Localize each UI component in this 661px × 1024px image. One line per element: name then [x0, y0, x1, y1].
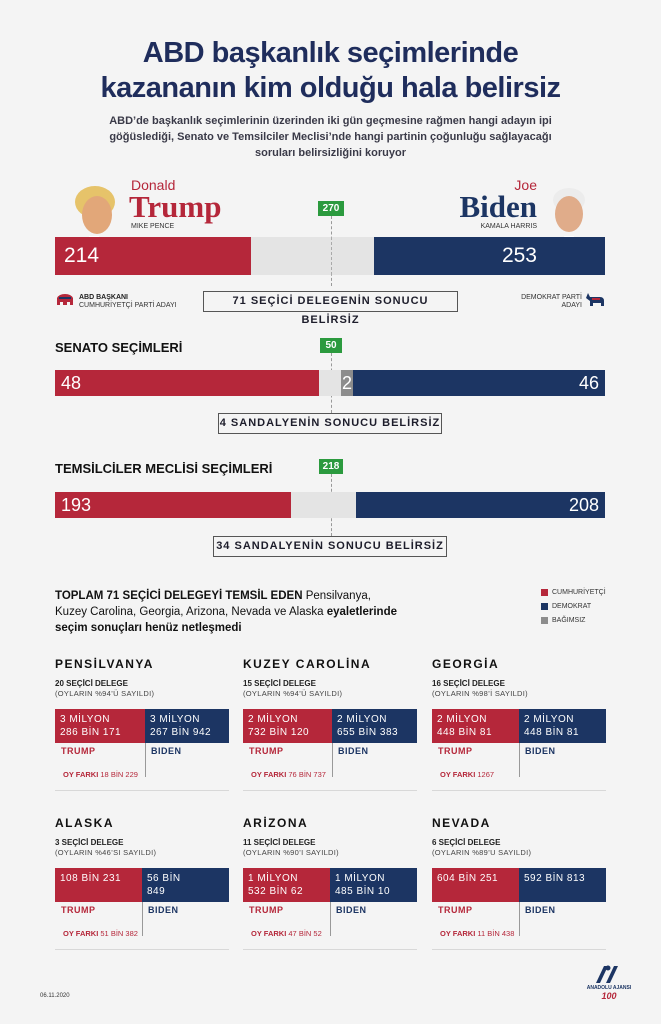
- legend-ind-label: BAĞIMSIZ: [552, 617, 586, 624]
- legend-ind-swatch: [541, 617, 548, 624]
- senate-threshold-badge: 50: [320, 338, 342, 353]
- state-biden-votes-line1: 2 MİLYON: [337, 714, 387, 725]
- state-delegates: 20 SEÇİCİ DELEGE: [55, 679, 128, 688]
- state-counted: (OYLARIN %98’İ SAYILDI): [432, 689, 528, 698]
- state-divider: [519, 743, 520, 777]
- presidential-threshold-badge: 270: [318, 201, 344, 216]
- state-trump-votes-line2: 448 BİN 81: [437, 727, 493, 738]
- state-trump-label: TRUMP: [438, 905, 473, 915]
- house-undecided-label: 34 SANDALYENİN SONUCU BELİRSİZ: [213, 536, 447, 557]
- state-name: KUZEY CAROLİNA: [243, 657, 372, 671]
- presidential-undecided-bar: [251, 237, 374, 275]
- state-separator: [432, 790, 606, 791]
- state-trump-votes: [55, 868, 142, 902]
- biden-votes-bar: 253: [374, 237, 605, 275]
- donkey-icon: [585, 292, 606, 307]
- state-delegates: 3 SEÇİCİ DELEGE: [55, 838, 124, 847]
- state-margin: [440, 770, 494, 779]
- state-margin-label: OY FARKI: [251, 770, 287, 779]
- state-delegates: 6 SEÇİCİ DELEGE: [432, 838, 501, 847]
- senate-ind-bar: 2: [341, 370, 353, 396]
- state-biden-votes-line1: 56 BİN: [147, 873, 181, 884]
- state-separator: [432, 949, 606, 950]
- legend-rep-label: CUMHURİYETÇİ: [552, 589, 606, 596]
- state-separator: [55, 949, 229, 950]
- state-margin-value: 18 BİN 229: [100, 770, 138, 779]
- state-margin: [440, 929, 514, 938]
- state-biden-label: BIDEN: [525, 746, 556, 756]
- trump-votes-bar: 214: [55, 237, 251, 275]
- summary-normal1: Pensilvanya,: [302, 590, 371, 602]
- state-trump-votes: [55, 709, 145, 743]
- house-heading: TEMSİLCİLER MECLİSİ SEÇİMLERİ: [55, 461, 273, 476]
- state-biden-votes-line1: 1 MİLYON: [335, 873, 385, 884]
- state-trump-votes-line1: 1 MİLYON: [248, 873, 298, 884]
- state-margin-value: 1267: [477, 770, 495, 779]
- house-rep-bar: 193: [55, 492, 291, 518]
- senate-dem-bar: 46: [353, 370, 605, 396]
- legend-rep-swatch: [541, 589, 548, 596]
- state-counted: (OYLARIN %94’Ü SAYILDI): [243, 689, 343, 698]
- presidential-bar-mid: [331, 237, 332, 275]
- subtitle-line2: göğüslediği, Senato ve Temsilciler Meclisi’nde hangi partinin çoğunluğu sağlayacağı: [109, 131, 552, 143]
- state-margin-value: 76 BİN 737: [288, 770, 326, 779]
- state-separator: [243, 949, 417, 950]
- state-biden-label: BIDEN: [336, 905, 367, 915]
- state-trump-label: TRUMP: [61, 905, 96, 915]
- state-divider: [142, 902, 143, 936]
- state-divider: [145, 743, 146, 777]
- senate-undecided-bar: [319, 370, 341, 396]
- state-name: PENSİLVANYA: [55, 657, 154, 671]
- state-margin-label: OY FARKI: [63, 929, 99, 938]
- state-trump-votes-line1: 3 MİLYON: [60, 714, 110, 725]
- page-title-line2: kazananın kim olduğu hala belirsiz: [100, 72, 561, 104]
- state-margin-value: 11 BİN 438: [477, 929, 515, 938]
- state-trump-votes: [243, 868, 330, 902]
- state-biden-votes-line1: 592 BİN 813: [524, 873, 586, 884]
- state-trump-votes: [243, 709, 332, 743]
- biden-first-name: Joe: [514, 177, 537, 193]
- state-biden-votes: [142, 868, 229, 902]
- state-margin: [251, 929, 322, 938]
- trump-vp: MIKE PENCE: [131, 223, 175, 230]
- state-trump-label: TRUMP: [249, 905, 284, 915]
- state-counted: (OYLARIN %94’Ü SAYILDI): [55, 689, 155, 698]
- state-margin-value: 51 BİN 382: [100, 929, 138, 938]
- state-biden-label: BIDEN: [148, 905, 179, 915]
- biden-party-line2: ADAYI: [561, 302, 582, 309]
- senate-heading: SENATO SEÇİMLERİ: [55, 340, 183, 355]
- summary-bold3: seçim sonuçları henüz netleşmedi: [55, 622, 242, 634]
- state-margin-label: OY FARKI: [63, 770, 99, 779]
- elephant-icon: [55, 293, 75, 307]
- state-divider: [519, 902, 520, 936]
- state-biden-votes: [330, 868, 417, 902]
- biden-last-name: Biden: [459, 189, 537, 224]
- presidential-undecided-label: 71 SEÇİCİ DELEGENİN SONUCU BELİRSİZ: [203, 291, 458, 312]
- state-margin: [63, 929, 138, 938]
- footer-anniv: 100: [601, 991, 617, 1001]
- state-delegates: 11 SEÇİCİ DELEGE: [243, 838, 316, 847]
- state-margin-label: OY FARKI: [251, 929, 287, 938]
- state-name: ARİZONA: [243, 816, 309, 830]
- state-divider: [332, 743, 333, 777]
- senate-undecided-label: 4 SANDALYENİN SONUCU BELİRSİZ: [218, 413, 442, 434]
- state-biden-votes: [332, 709, 417, 743]
- state-trump-label: TRUMP: [249, 746, 284, 756]
- state-biden-votes-line2: 448 BİN 81: [524, 727, 580, 738]
- state-trump-votes: [432, 709, 519, 743]
- state-biden-votes: [519, 709, 606, 743]
- house-threshold-badge: 218: [319, 459, 343, 474]
- state-trump-votes-line1: 2 MİLYON: [437, 714, 487, 725]
- summary-normal2: Kuzey Carolina, Georgia, Arizona, Nevada ve Alaska: [55, 606, 327, 618]
- state-trump-label: TRUMP: [61, 746, 96, 756]
- state-separator: [243, 790, 417, 791]
- state-delegates: 16 SEÇİCİ DELEGE: [432, 679, 505, 688]
- state-biden-votes: [145, 709, 229, 743]
- state-trump-votes-line1: 108 BİN 231: [60, 873, 122, 884]
- legend-dem-swatch: [541, 603, 548, 610]
- trump-party-line2: CUMHURİYETÇİ PARTİ ADAYI: [79, 302, 177, 309]
- page-title-line1: ABD başkanlık seçimlerinde: [142, 37, 519, 69]
- state-margin-label: OY FARKI: [440, 929, 476, 938]
- state-margin-value: 47 BİN 52: [288, 929, 322, 938]
- state-delegates: 15 SEÇİCİ DELEGE: [243, 679, 316, 688]
- state-name: NEVADA: [432, 816, 491, 830]
- footer-date: 06.11.2020: [40, 993, 70, 999]
- house-dem-bar: 208: [356, 492, 605, 518]
- state-trump-votes-line2: 532 BİN 62: [248, 886, 304, 897]
- state-biden-votes: [519, 868, 606, 902]
- biden-party-line1: DEMOKRAT PARTİ: [521, 294, 582, 301]
- state-biden-label: BIDEN: [338, 746, 369, 756]
- subtitle-line1: ABD’de başkanlık seçimlerinin üzerinden iki gün geçmesine rağmen hangi adayın ipi: [109, 115, 552, 127]
- state-counted: (OYLARIN %90’I SAYILDI): [243, 848, 339, 857]
- biden-vp: KAMALA HARRIS: [480, 223, 537, 230]
- state-margin-label: OY FARKI: [440, 770, 476, 779]
- state-trump-votes: [432, 868, 519, 902]
- legend-dem-label: DEMOKRAT: [552, 603, 592, 610]
- state-name: GEORGİA: [432, 657, 500, 671]
- state-divider: [330, 902, 331, 936]
- summary-text: [55, 588, 475, 636]
- senate-rep-bar: 48: [55, 370, 319, 396]
- state-biden-label: BIDEN: [525, 905, 556, 915]
- summary-bold1: TOPLAM 71 SEÇİCİ DELEGEYİ TEMSİL EDEN: [55, 590, 303, 602]
- state-biden-votes-line2: 655 BİN 383: [337, 727, 399, 738]
- state-trump-label: TRUMP: [438, 746, 473, 756]
- state-trump-votes-line2: 286 BİN 171: [60, 727, 122, 738]
- state-margin: [63, 770, 138, 779]
- state-trump-votes-line1: 2 MİLYON: [248, 714, 298, 725]
- state-biden-votes-line1: 3 MİLYON: [150, 714, 200, 725]
- state-biden-label: BIDEN: [151, 746, 182, 756]
- state-counted: (OYLARIN %46’SI SAYILDI): [55, 848, 157, 857]
- trump-last-name: Trump: [129, 189, 222, 224]
- aa-logo-icon: [593, 963, 623, 985]
- house-undecided-bar: [291, 492, 356, 518]
- state-trump-votes-line2: 732 BİN 120: [248, 727, 310, 738]
- state-trump-votes-line1: 604 BİN 251: [437, 873, 499, 884]
- state-margin: [251, 770, 326, 779]
- state-biden-votes-line2: 267 BİN 942: [150, 727, 212, 738]
- trump-party-line1: ABD BAŞKANI: [79, 294, 128, 301]
- state-name: ALASKA: [55, 816, 114, 830]
- state-biden-votes-line1: 2 MİLYON: [524, 714, 574, 725]
- trump-first-name: Donald: [131, 177, 176, 193]
- footer-agency: ANADOLU AJANSI: [586, 985, 632, 991]
- summary-bold2: eyaletlerinde: [326, 606, 398, 618]
- state-biden-votes-line2: 485 BİN 10: [335, 886, 391, 897]
- state-biden-votes-line2: 849: [147, 886, 166, 897]
- state-separator: [55, 790, 229, 791]
- subtitle-line3: soruları belirsizliğini koruyor: [255, 147, 406, 159]
- state-counted: (OYLARIN %89’U SAYILDI): [432, 848, 532, 857]
